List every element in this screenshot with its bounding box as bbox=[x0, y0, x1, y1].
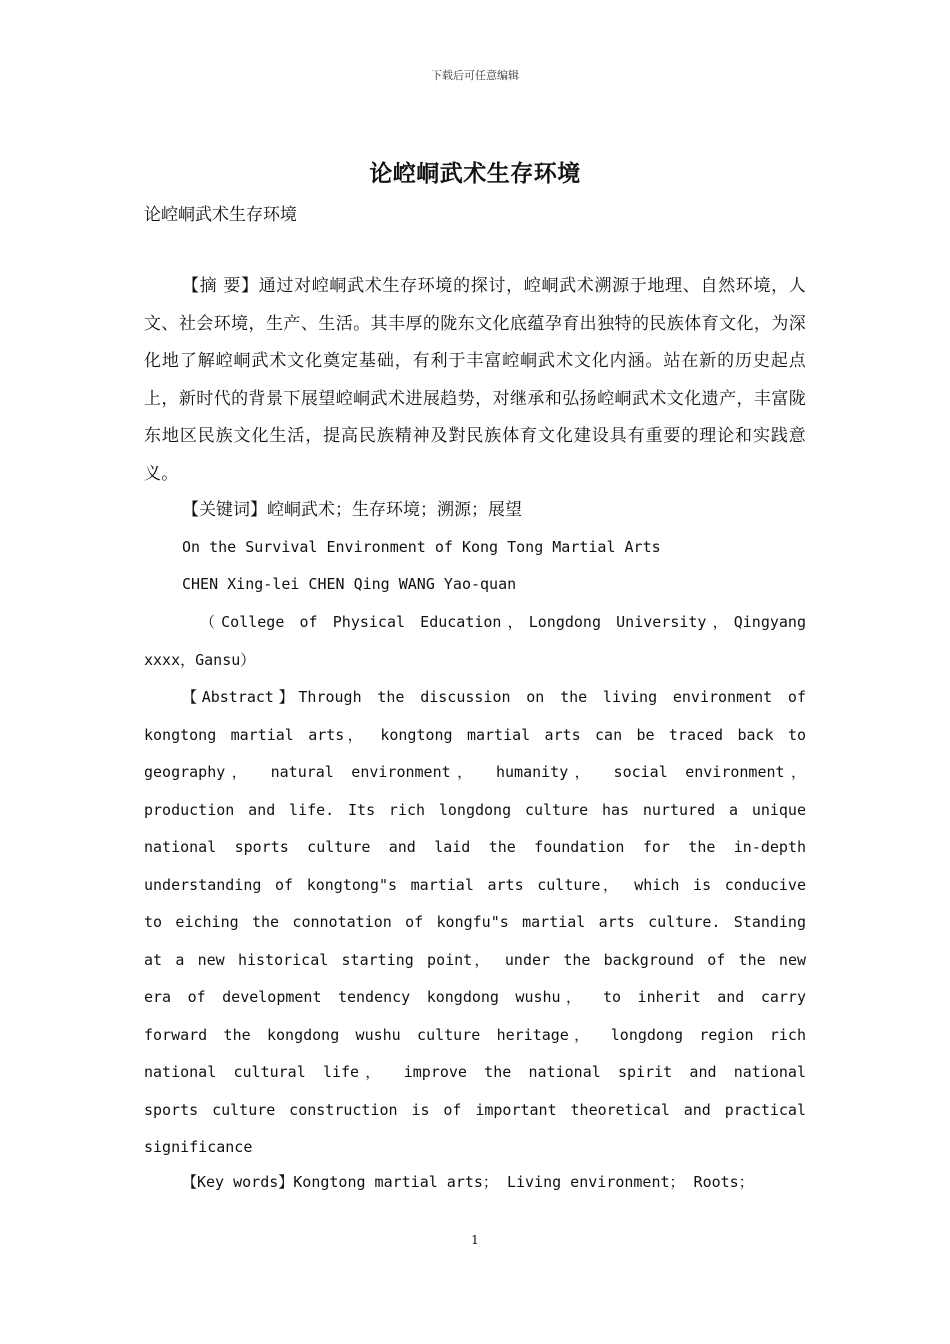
english-affiliation: （College of Physical Education，Longdong University，Qingyang xxxx，Gansu） bbox=[144, 613, 806, 669]
chinese-abstract-paragraph bbox=[144, 268, 806, 493]
english-authors: CHEN Xing-lei CHEN Qing WANG Yao-quan bbox=[182, 575, 517, 593]
document-title: 论崆峒武术生存环境 bbox=[369, 160, 581, 187]
chinese-keywords-text: 崆峒武术；生存环境；溯源；展望 bbox=[267, 500, 522, 520]
chinese-abstract-text: 通过对崆峒武术生存环境的探讨，崆峒武术溯源于地理、自然环境，人文、社会环境，生产、生活。其丰厚的陇东文化底蕴孕育出独特的民族体育文化，为深化地了解崆峒武术文化奠定基础，有利于丰富崆峒武术文化内涵。站在新的历史起点上，新时代的背景下展望崆峒武术进展趋势，对继承和弘扬崆峒武术文化遗产，丰富陇东地区民族文化生活，提高民族精神及對民族体育文化建设具有重要的理论和实践意义。 bbox=[144, 276, 806, 484]
english-abstract-paragraph bbox=[144, 679, 806, 1167]
document-subtitle: 论崆峒武术生存环境 bbox=[144, 205, 297, 225]
english-keywords-text: Kongtong martial arts； Living environment； Roots； bbox=[293, 1173, 754, 1191]
page-header-note: 下载后可任意编辑 bbox=[431, 69, 519, 82]
chinese-keywords-label: 【关键词】 bbox=[182, 500, 267, 520]
english-title: On the Survival Environment of Kong Tong Martial Arts bbox=[182, 538, 661, 556]
english-keywords-label: 【Key words】 bbox=[182, 1173, 294, 1191]
chinese-keywords bbox=[182, 492, 522, 530]
english-abstract-text: Through the discussion on the living environment of kongtong martial arts， kongtong martial arts can be traced back to geography， natural environment， humanity， social environment， production and life. Its rich longdong culture has nurtured a unique national sports culture and laid the foundation for the in-depth understanding of kongtong"s martial arts culture， which is conducive to eiching the connotation of kongfu"s martial arts culture. Standing at a new historical starting point， under the background of the new era of development tendency kongdong wushu， to inherit and carry forward the kongdong wushu culture heritage， longdong region rich national cultural life， improve the national spirit and national sports culture construction is of important theoretical and practical significance bbox=[144, 688, 806, 1156]
english-keywords bbox=[182, 1164, 754, 1202]
chinese-abstract-section bbox=[144, 268, 806, 493]
page-number: 1 bbox=[471, 1233, 479, 1247]
english-abstract-label: 【Abstract】 bbox=[182, 688, 299, 706]
chinese-abstract-label: 【摘 要】 bbox=[182, 276, 259, 296]
